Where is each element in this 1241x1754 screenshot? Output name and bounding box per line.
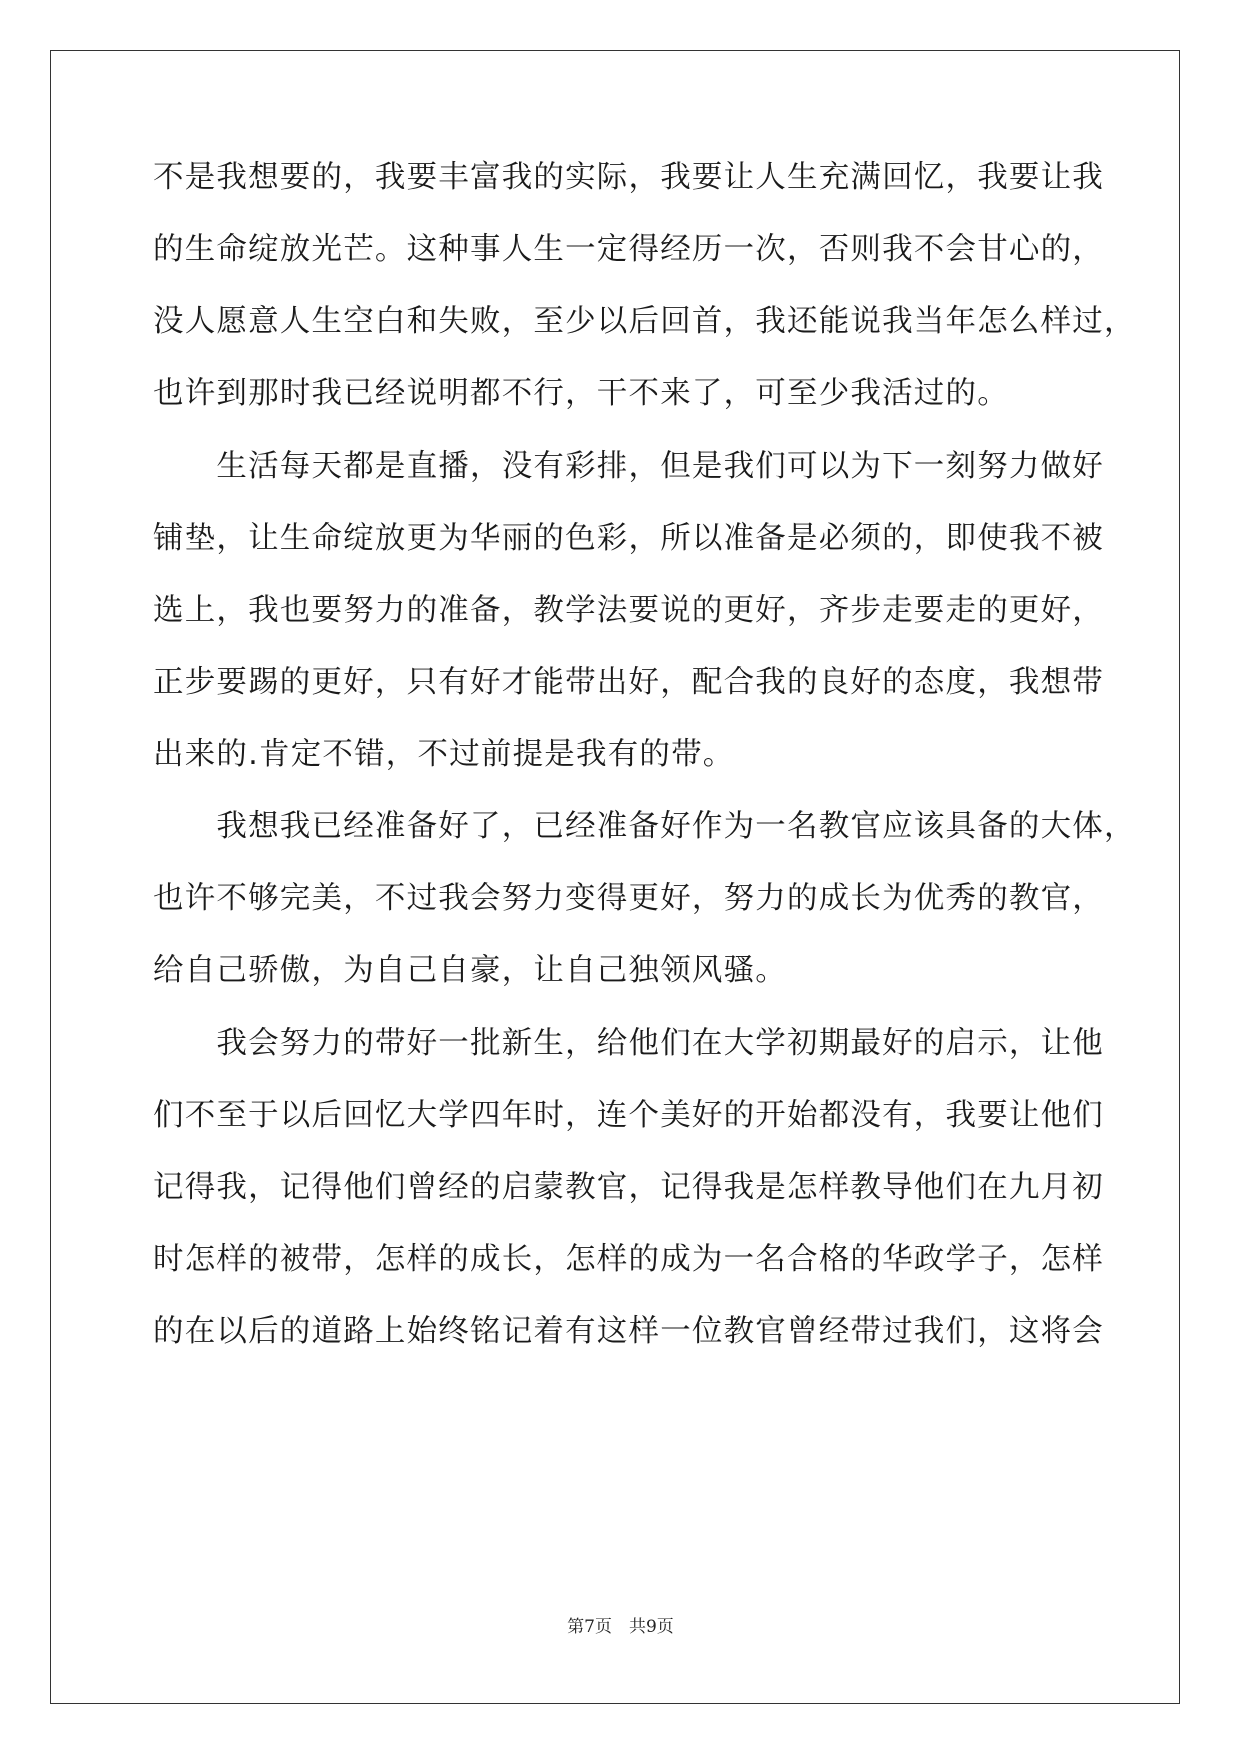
text-line: 给自己骄傲，为自己自豪，让自己独领风骚。 xyxy=(153,953,787,988)
text-line: 不是我想要的，我要丰富我的实际，我要让人生充满回忆，我要让我 xyxy=(153,160,1104,195)
page-footer: 第7页 共9页 xyxy=(567,1617,674,1637)
text-line: 出来的.肯定不错，不过前提是我有的带。 xyxy=(153,737,735,772)
text-line: 正步要踢的更好，只有好才能带出好，配合我的良好的态度，我想带 xyxy=(153,665,1104,700)
text-line: 们不至于以后回忆大学四年时，连个美好的开始都没有，我要让他们 xyxy=(153,1098,1104,1133)
text-line: 的生命绽放光芒。这种事人生一定得经历一次，否则我不会甘心的， xyxy=(153,232,1104,267)
text-line: 记得我，记得他们曾经的启蒙教官，记得我是怎样教导他们在九月初 xyxy=(153,1170,1104,1205)
text-line: 我会努力的带好一批新生，给他们在大学初期最好的启示，让他 xyxy=(153,1026,1104,1061)
text-line: 也许不够完美，不过我会努力变得更好，努力的成长为优秀的教官， xyxy=(153,881,1104,916)
text-line: 没人愿意人生空白和失败，至少以后回首，我还能说我当年怎么样过， xyxy=(153,304,1136,339)
text-line: 时怎样的被带，怎样的成长，怎样的成为一名合格的华政学子，怎样 xyxy=(153,1242,1104,1277)
text-line: 铺垫，让生命绽放更为华丽的色彩，所以准备是必须的，即使我不被 xyxy=(153,521,1104,556)
text-line: 生活每天都是直播，没有彩排，但是我们可以为下一刻努力做好 xyxy=(153,449,1104,484)
text-line: 选上，我也要努力的准备，教学法要说的更好，齐步走要走的更好， xyxy=(153,593,1104,628)
text-line: 的在以后的道路上始终铭记着有这样一位教官曾经带过我们，这将会 xyxy=(153,1314,1104,1349)
text-line: 也许到那时我已经说明都不行，干不来了，可至少我活过的。 xyxy=(153,376,1009,411)
page-border xyxy=(50,50,1180,1704)
text-line: 我想我已经准备好了，已经准备好作为一名教官应该具备的大体， xyxy=(153,809,1136,844)
